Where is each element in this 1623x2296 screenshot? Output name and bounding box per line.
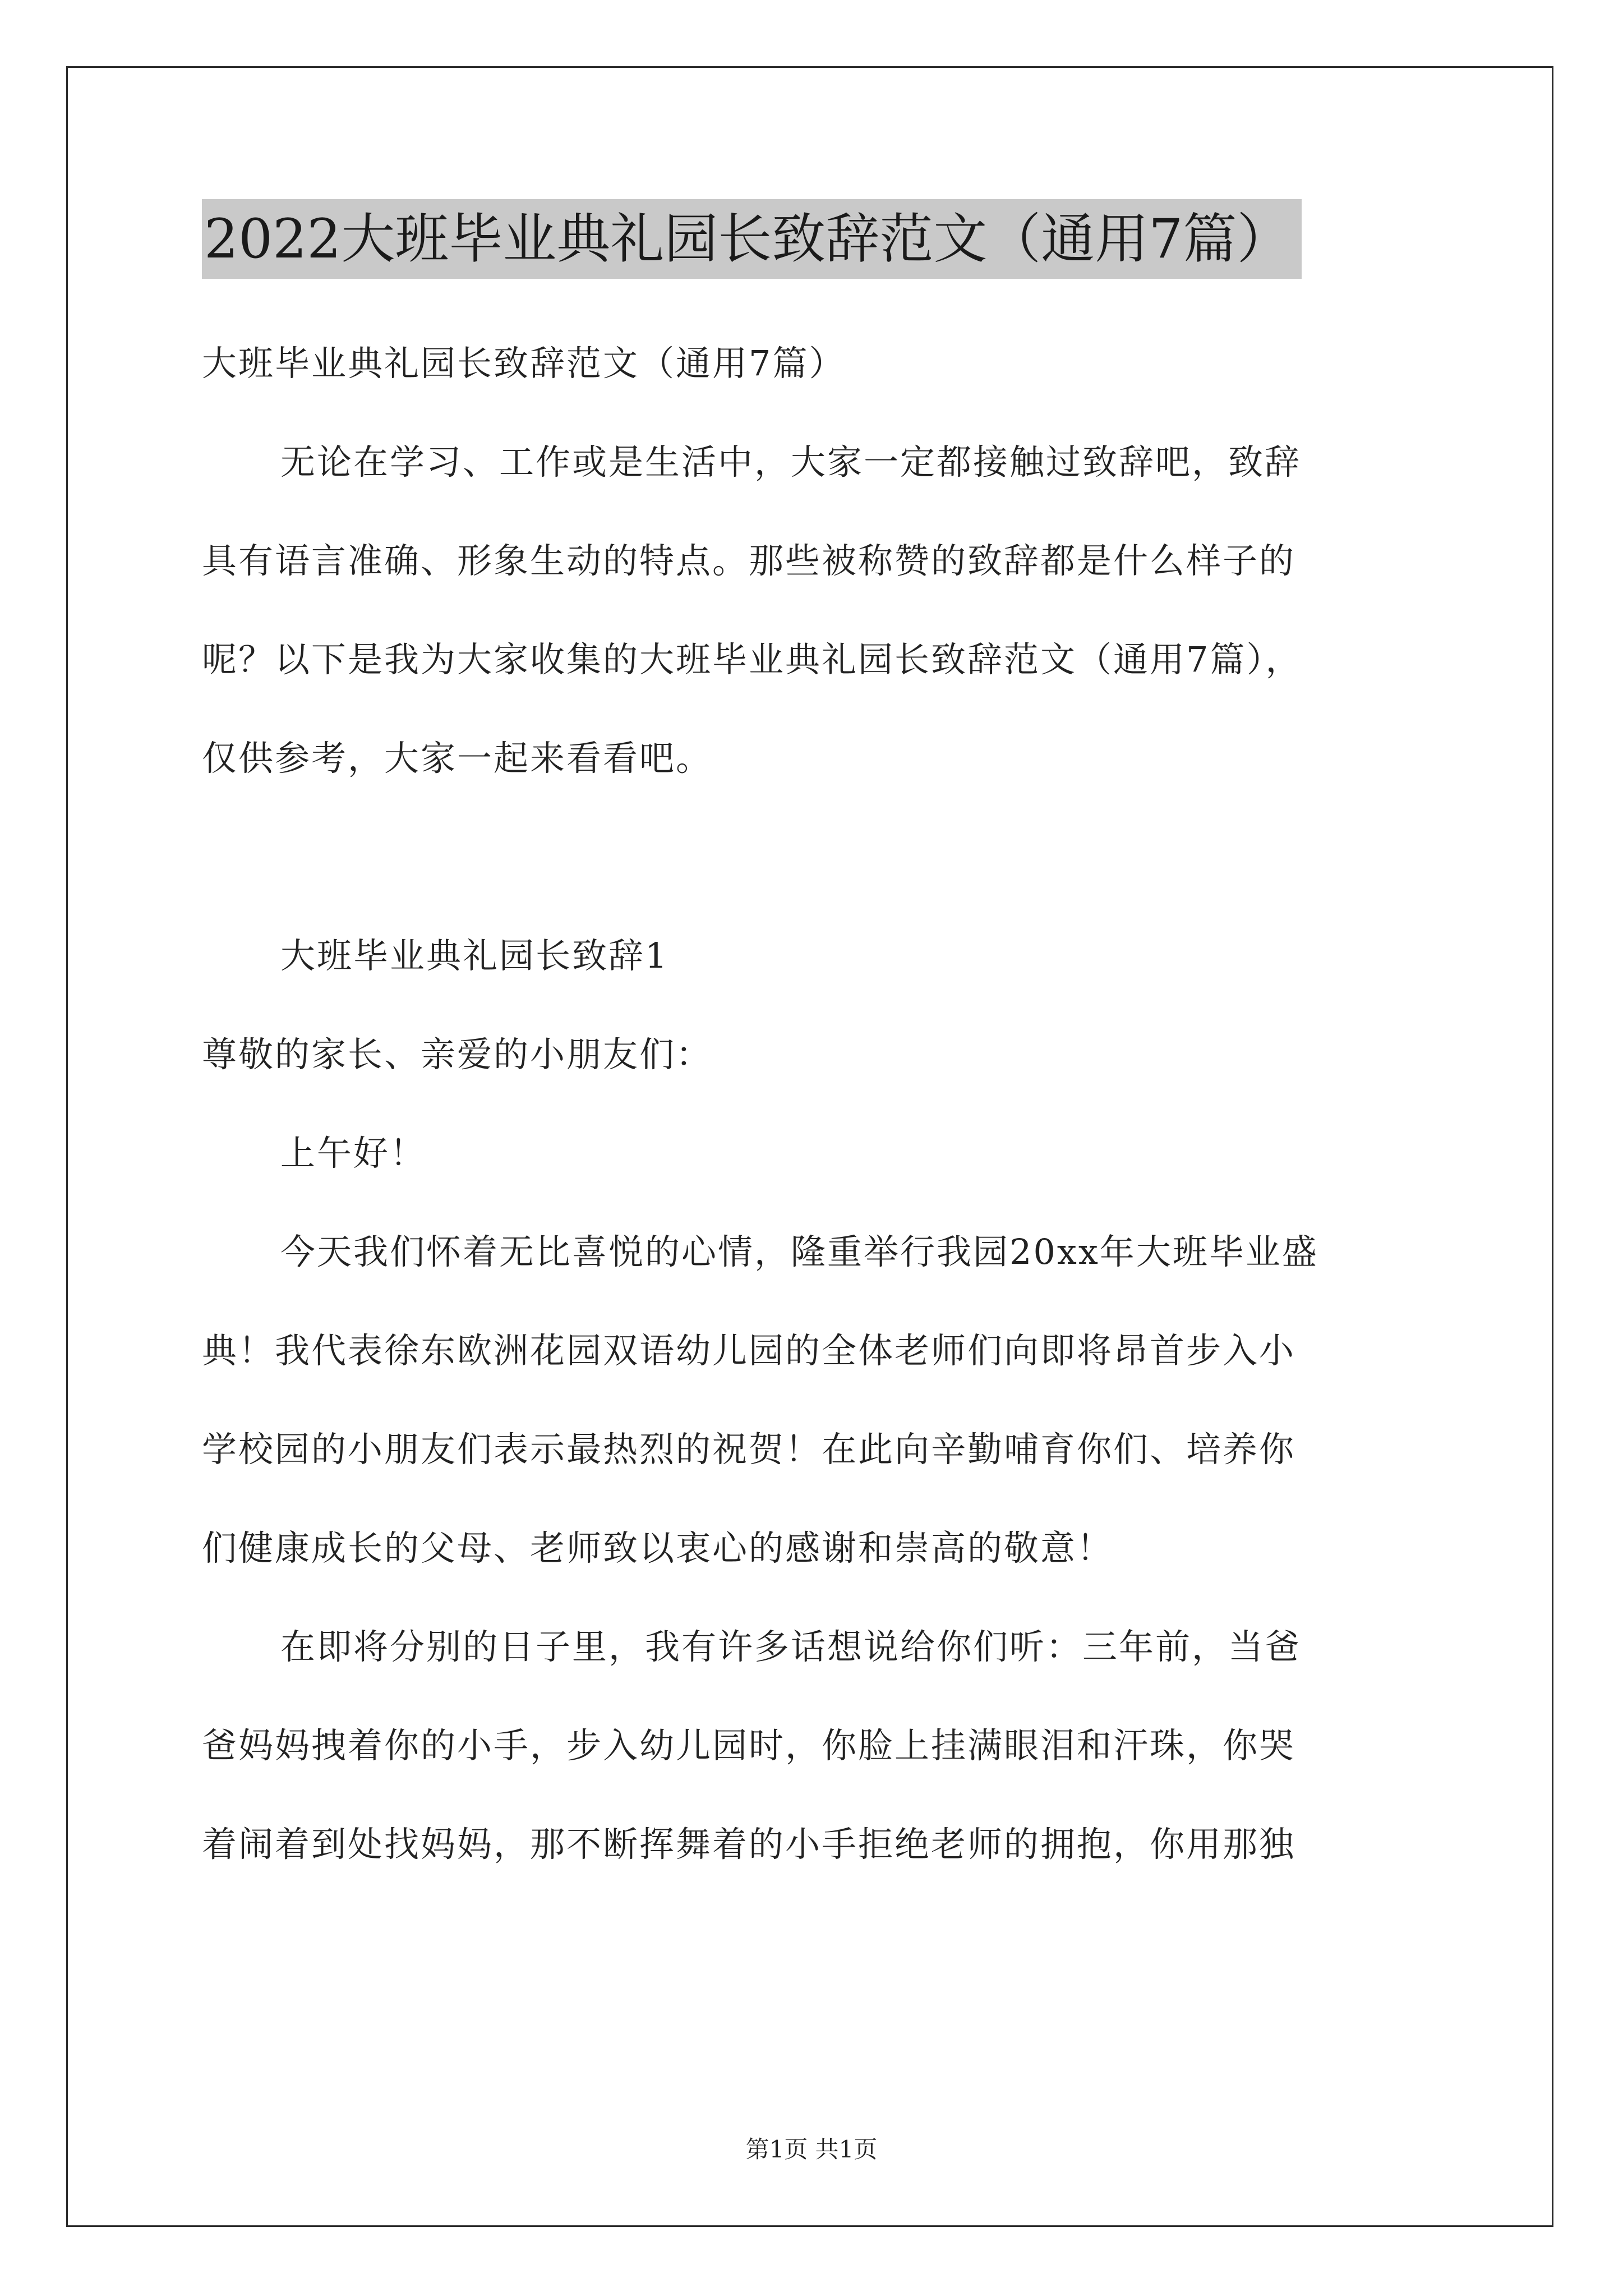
salutation-line: 尊敬的家长、亲爱的小朋友们： bbox=[202, 1034, 713, 1075]
paragraph-line: 爸妈妈拽着你的小手，步入幼儿园时，你脸上挂满眼泪和汗珠，你哭 bbox=[202, 1725, 1296, 1766]
paragraph-line: 在即将分别的日子里，我有许多话想说给你们听：三年前，当爸 bbox=[280, 1626, 1302, 1667]
document-body bbox=[202, 314, 1436, 1894]
document-title: 2022大班毕业典礼园长致辞范文（通用7篇） bbox=[202, 199, 1302, 279]
paragraph-line: 仅供参考，大家一起来看看吧。 bbox=[202, 738, 713, 779]
paragraph-line: 学校园的小朋友们表示最热烈的祝贺！在此向辛勤哺育你们、培养你 bbox=[202, 1429, 1296, 1470]
page-number-footer: 第1页 共1页 bbox=[745, 2136, 878, 2163]
paragraph-line: 典！我代表徐东欧洲花园双语幼儿园的全体老师们向即将昂首步入小 bbox=[202, 1330, 1296, 1371]
subtitle-line: 大班毕业典礼园长致辞范文（通用7篇） bbox=[202, 343, 846, 384]
paragraph-line: 呢？以下是我为大家收集的大班毕业典礼园长致辞范文（通用7篇）， bbox=[202, 639, 1302, 680]
section-heading: 大班毕业典礼园长致辞1 bbox=[280, 935, 669, 976]
greeting-line: 上午好！ bbox=[280, 1133, 427, 1174]
paragraph-line: 今天我们怀着无比喜悦的心情，隆重举行我园20xx年大班毕业盛 bbox=[280, 1231, 1318, 1272]
paragraph-line: 们健康成长的父母、老师致以衷心的感谢和崇高的敬意！ bbox=[202, 1527, 1114, 1568]
paragraph-line: 无论在学习、工作或是生活中，大家一定都接触过致辞吧，致辞 bbox=[280, 441, 1302, 482]
paragraph-line: 着闹着到处找妈妈，那不断挥舞着的小手拒绝老师的拥抱，你用那独 bbox=[202, 1824, 1296, 1865]
blank-line bbox=[202, 808, 1436, 907]
paragraph-line: 具有语言准确、形象生动的特点。那些被称赞的致辞都是什么样子的 bbox=[202, 540, 1296, 581]
